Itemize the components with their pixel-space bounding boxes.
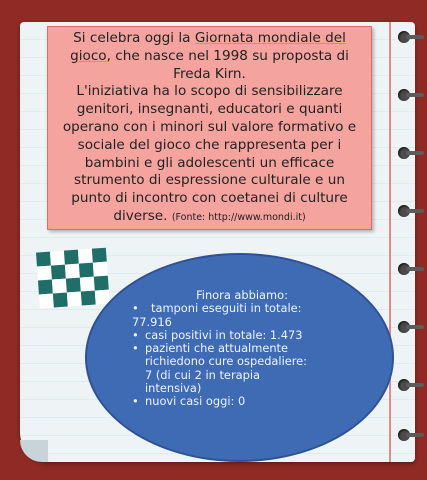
checkerboard-square [78, 249, 93, 264]
stat-label: pazienti che attualmente [145, 341, 289, 356]
stat-item [122, 395, 362, 408]
note-link-text: Giornata mondiale del [194, 30, 346, 46]
checkerboard-square [65, 264, 80, 279]
notebook-ring-icon [397, 320, 423, 334]
checkerboard-square [92, 248, 107, 263]
margin-line [389, 22, 391, 462]
checkerboard-square [51, 265, 66, 280]
page-curl [20, 440, 48, 462]
stat-value: 7 (di cui 2 in terapia [145, 367, 260, 382]
notebook-ring-icon [397, 428, 423, 442]
stat-label: nuovi casi oggi: 0 [145, 394, 246, 409]
note-line: L'iniziativa ha lo scopo di sensibilizzare [76, 83, 343, 100]
checkerboard-square [80, 277, 95, 292]
checkerboard-square [39, 294, 54, 309]
announcement-note [47, 26, 372, 230]
checkerboard-square [66, 278, 81, 293]
checkerboard-square [50, 251, 65, 266]
checkerboard-square [64, 250, 79, 265]
checkerboard-square [36, 252, 51, 267]
note-line: Freda Kirn. [173, 65, 246, 82]
note-line: genitori, insegnanti, educatori e quanti [76, 101, 343, 118]
notebook-ring-icon [397, 378, 423, 392]
bullet: • [132, 341, 139, 356]
note-link-text: gioco [70, 47, 107, 64]
checkerboard-square [81, 291, 96, 306]
checkerboard-square [79, 263, 94, 278]
note-line: sociale del gioco che rappresenta per i [77, 136, 342, 153]
notebook-ring-icon [397, 262, 423, 276]
stat-label: casi positivi in totale: 1.473 [145, 327, 303, 342]
stat-item [122, 302, 362, 315]
note-line: punto di incontro con coetanei di culture [71, 190, 348, 207]
stat-item [122, 329, 362, 342]
bullet: • [132, 301, 139, 316]
notebook-ring-icon [397, 88, 423, 102]
checkerboard-square [94, 276, 109, 291]
note-text: Si celebra oggi la [73, 30, 195, 46]
bullet: • [132, 327, 139, 342]
notebook-ring-icon [397, 30, 423, 44]
stat-value: intensiva) [145, 381, 202, 396]
note-line: strumento di espressione culturale e un [74, 172, 345, 189]
stats-title: Finora abbiamo: [196, 288, 288, 302]
note-line: bambini e gli adolescenti un efficace [84, 154, 335, 171]
notebook-ring-icon [397, 204, 423, 218]
checkerboard-square [53, 293, 68, 308]
stat-label: richiedono cure ospedaliere: [145, 354, 308, 369]
checkerboard-square [67, 292, 82, 307]
source-citation: (Fonte: http://www.mondi.it) [171, 211, 306, 223]
note-line [54, 30, 365, 48]
notebook-rings [397, 30, 427, 450]
stat-item [122, 342, 362, 369]
note-line [54, 48, 365, 66]
stat-value-line [122, 369, 362, 396]
bullet: • [132, 394, 139, 409]
stat-label: tamponi eseguiti in totale: [151, 301, 302, 316]
checkerboard-square [38, 280, 53, 295]
note-line: operano con i minori sul valore formativo e [62, 118, 357, 135]
note-line [54, 208, 365, 227]
notebook-ring-icon [397, 146, 423, 160]
stat-value-line [122, 316, 362, 329]
checkerboard-square [52, 279, 67, 294]
note-text: , che nasce nel 1998 su proposta di [106, 47, 349, 64]
stats-text [122, 289, 362, 409]
stat-value: 77.916 [132, 314, 172, 329]
note-text: diverse. [113, 207, 168, 224]
checkerboard-icon [36, 248, 112, 313]
checkerboard-square [37, 266, 52, 281]
checkerboard-square [93, 262, 108, 277]
